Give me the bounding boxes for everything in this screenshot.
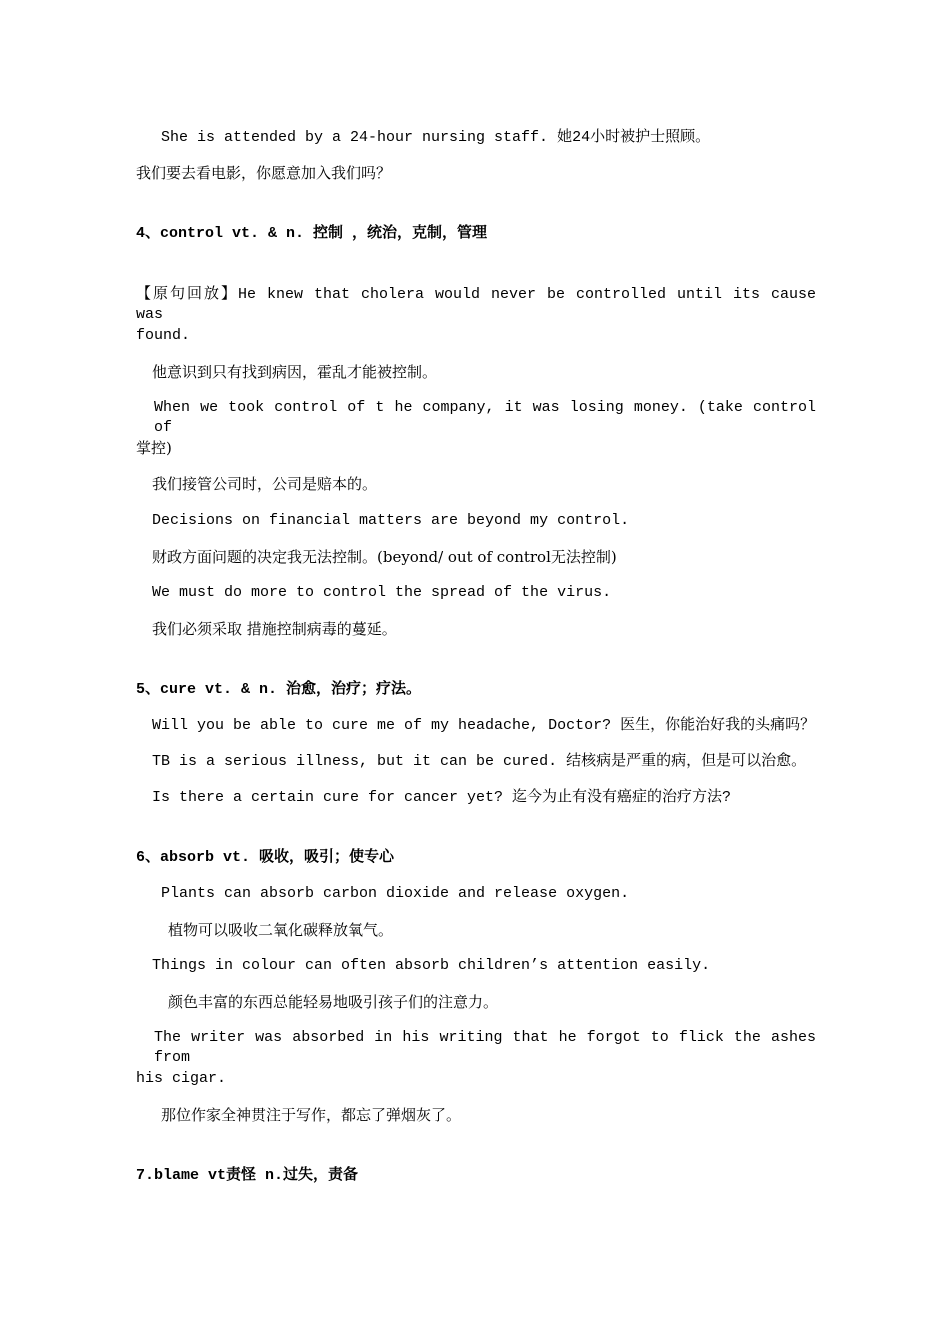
text-line-24: his cigar. — [136, 1070, 227, 1087]
text-line-15: Will you be able to cure me of my headache, Doctor? 医生，你能治好我的头痛吗？ — [152, 717, 816, 734]
text-line-10: Decisions on financial matters are beyond my control. — [152, 512, 630, 529]
section-heading-control: 4、control vt. & n. 控制 ，统治，克制，管理 — [136, 225, 488, 242]
text-line-2: 我们要去看电影，你愿意加入我们吗？ — [136, 164, 392, 182]
section-heading-cure: 5、cure vt. & n. 治愈，治疗；疗法。 — [136, 681, 422, 698]
text-line-9: 我们接管公司时，公司是赔本的。 — [152, 475, 378, 493]
text-line-20: 植物可以吸收二氧化碳释放氧气。 — [168, 921, 394, 939]
text-line-8: 掌控) — [136, 439, 172, 457]
text-line-21: Things in colour can often absorb children’s attention easily. — [152, 957, 711, 974]
text-line-13: 我们必须采取 措施控制病毒的蔓延。 — [152, 620, 397, 638]
text-line-12: We must do more to control the spread of the virus. — [152, 584, 612, 601]
text-line-25: 那位作家全神贯注于写作，都忘了弹烟灰了。 — [161, 1106, 462, 1124]
text-line-17: Is there a certain cure for cancer yet? 迄今为止有没有癌症的治疗方法? — [152, 789, 732, 806]
text-line-6: 他意识到只有找到病因，霍乱才能被控制。 — [152, 363, 438, 381]
text-line-7: When we took control of t he company, it was losing money. (take control of — [154, 399, 816, 436]
text-line-11: 财政方面问题的决定我无法控制。(beyond/ out of control无法控制) — [152, 548, 617, 566]
text-line-23: The writer was absorbed in his writing that he forgot to flick the ashes from — [154, 1029, 816, 1066]
text-line-19: Plants can absorb carbon dioxide and release oxygen. — [161, 885, 630, 902]
section-heading-blame: 7.blame vt责怪 n.过失，责备 — [136, 1167, 359, 1184]
text-line-1: She is attended by a 24-hour nursing staff. 她24小时被护士照顾。 — [161, 129, 711, 146]
text-line-16: TB is a serious illness, but it can be cured. 结核病是严重的病，但是可以治愈。 — [152, 753, 807, 770]
section-heading-absorb: 6、absorb vt. 吸收，吸引；使专心 — [136, 849, 395, 866]
text-line-4: 【原句回放】He knew that cholera would never be controlled until its cause was — [136, 286, 816, 323]
text-line-5: found. — [136, 327, 191, 344]
text-line-22: 颜色丰富的东西总能轻易地吸引孩子们的注意力。 — [168, 993, 499, 1011]
